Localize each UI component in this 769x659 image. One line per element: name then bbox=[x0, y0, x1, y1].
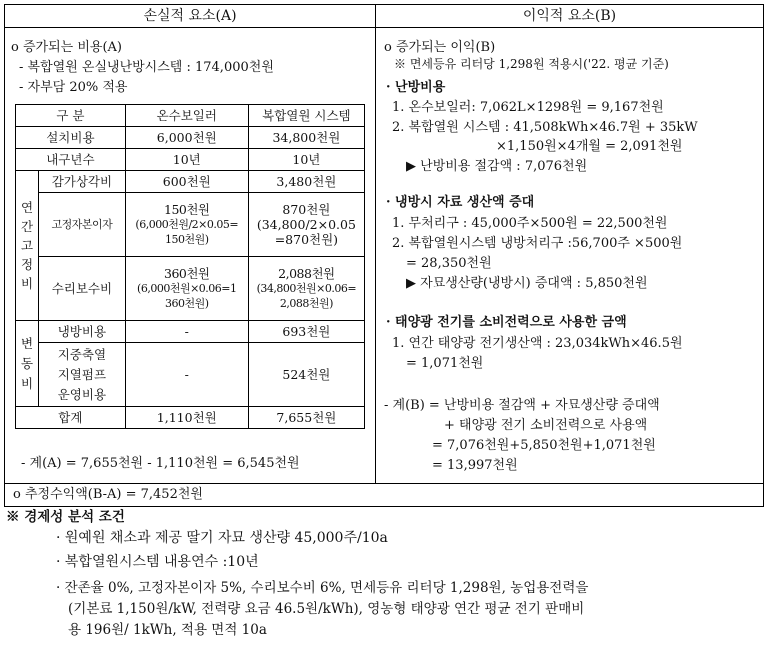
header-gain: 이익적 요소(B) bbox=[522, 8, 617, 24]
cell: 10년 bbox=[125, 149, 248, 171]
value: 2,088천원 bbox=[278, 266, 335, 281]
gain-sum: = 7,076천원+5,850천원+1,071천원 bbox=[432, 438, 656, 453]
cell: - bbox=[125, 343, 248, 407]
formula: (34,800/2×0.05 bbox=[256, 217, 356, 232]
header-loss: 손실적 요소(A) bbox=[5, 5, 376, 27]
heating-line: 2. 복합열원 시스템 : 41,508kWh×46.7원 + 35kW bbox=[392, 120, 698, 135]
cell: 693천원 bbox=[248, 321, 364, 343]
gain-sum: = 13,997천원 bbox=[432, 458, 518, 473]
gain-sum: - 계(B) = 난방비용 절감액 + 자묘생산량 증대액 bbox=[384, 398, 660, 413]
row-label-line: 운영비용 bbox=[57, 386, 107, 402]
row-label: 수리보수비 bbox=[39, 257, 126, 321]
cell: 6,000천원 bbox=[125, 127, 248, 149]
formula: 360천원) bbox=[164, 297, 209, 310]
formula: 150천원) bbox=[164, 233, 209, 246]
formula: (6,000천원×0.06=1 bbox=[137, 282, 237, 295]
notes-title: ※ 경제성 분석 조건 bbox=[6, 509, 125, 525]
loss-sum: - 계(A) = 7,655천원 - 1,110천원 = 6,545천원 bbox=[21, 456, 300, 471]
analysis-table bbox=[4, 4, 764, 507]
cell: 1,110천원 bbox=[125, 407, 248, 429]
cooling-title: · 냉방시 자료 생산액 증대 bbox=[386, 195, 535, 210]
row-label bbox=[39, 343, 126, 407]
increase-title: o 증가되는 비용(A) bbox=[11, 40, 122, 55]
formula: (6,000천원/2×0.05= bbox=[135, 218, 239, 231]
cooling-line: 2. 복합열원시스템 냉방처리구 :56,700주 ×500원 bbox=[392, 236, 683, 251]
cell bbox=[248, 193, 364, 257]
gain-section bbox=[376, 28, 763, 483]
table-header bbox=[5, 5, 763, 28]
row-label: 설치비용 bbox=[16, 127, 126, 149]
gain-title: o 증가되는 이익(B) bbox=[384, 40, 496, 55]
heating-title: · 난방비용 bbox=[386, 80, 446, 95]
variable-cost-text: 변동비 bbox=[20, 335, 34, 391]
fixed-cost-text: 연간고정비 bbox=[20, 200, 34, 291]
loss-section bbox=[5, 28, 376, 483]
note-item: (기본료 1,150원/kW, 전력량 요금 46.5원/kWh), 영농형 태양광 연간 평균 전기 판매비 bbox=[68, 601, 585, 617]
cell bbox=[125, 193, 248, 257]
formula: (34,800천원×0.06= bbox=[256, 282, 357, 295]
cooling-line: = 28,350천원 bbox=[406, 256, 492, 271]
cooling-line: 1. 무처리구 : 45,000주×500원 = 22,500천원 bbox=[392, 216, 668, 231]
row-label: 합계 bbox=[16, 407, 126, 429]
estimated-profit: o 추정수익액(B-A) = 7,452천원 bbox=[13, 487, 203, 502]
row-label-line: 지열펌프 bbox=[57, 366, 107, 382]
solar-title: · 태양광 전기를 소비전력으로 사용한 금액 bbox=[386, 315, 627, 330]
heating-line: ×1,150원×4개월 = 2,091천원 bbox=[496, 139, 683, 154]
row-label-line: 지중축열 bbox=[57, 346, 107, 362]
cost-table bbox=[15, 104, 365, 429]
cell: 34,800천원 bbox=[248, 127, 364, 149]
value: 870천원 bbox=[282, 202, 331, 217]
formula: =870천원) bbox=[274, 232, 339, 247]
note-item: · 복합열원시스템 내용연수 :10년 bbox=[56, 554, 259, 570]
variable-cost-label bbox=[16, 321, 39, 407]
solar-line: = 1,071천원 bbox=[406, 356, 484, 371]
cell bbox=[125, 257, 248, 321]
value: 150천원 bbox=[164, 202, 210, 217]
solar-line: 1. 연간 태양광 전기생산액 : 23,034kWh×46.5원 bbox=[392, 336, 683, 351]
row-label: 고정자본이자 bbox=[39, 193, 126, 257]
cell: 10년 bbox=[248, 149, 364, 171]
value: 360천원 bbox=[164, 266, 210, 281]
heating-line: 1. 온수보일러: 7,062L×1298원 = 9,167천원 bbox=[392, 100, 664, 115]
gain-sum: + 태양광 전기 소비전력으로 사용액 bbox=[444, 418, 648, 433]
cell: 600천원 bbox=[125, 171, 248, 193]
note-item: · 잔존율 0%, 고정자본이자 5%, 수리보수비 6%, 면세등유 리터당 1,298원, 농업용전력을 bbox=[56, 580, 589, 596]
cell: 524천원 bbox=[248, 343, 364, 407]
col-head: 구 분 bbox=[16, 105, 126, 127]
fixed-cost-label bbox=[16, 171, 39, 321]
note-item: 용 196원/ 1kWh, 적용 면적 10a bbox=[68, 622, 267, 638]
cell: 7,655천원 bbox=[248, 407, 364, 429]
heating-saving: ▶ 난방비용 절감액 : 7,076천원 bbox=[406, 159, 588, 174]
row-label: 냉방비용 bbox=[39, 321, 126, 343]
cell: - bbox=[125, 321, 248, 343]
row-label: 내구년수 bbox=[16, 149, 126, 171]
gain-note: ※ 면세등유 리터당 1,298원 적용시('22. 평균 기준) bbox=[394, 57, 669, 71]
cell bbox=[248, 257, 364, 321]
col-head: 복합열원 시스템 bbox=[248, 105, 364, 127]
col-head: 온수보일러 bbox=[125, 105, 248, 127]
note-item: · 원예원 채소과 제공 딸기 자묘 생산량 45,000주/10a bbox=[56, 530, 388, 546]
cell: 3,480천원 bbox=[248, 171, 364, 193]
cooling-gain: ▶ 자묘생산량(냉방시) 증대액 : 5,850천원 bbox=[406, 276, 648, 291]
formula: 2,088천원) bbox=[279, 297, 333, 310]
increase-item: - 복합열원 온실냉난방시스템 : 174,000천원 bbox=[19, 60, 274, 75]
row-label: 감가상각비 bbox=[39, 171, 126, 193]
increase-item: - 자부담 20% 적용 bbox=[19, 80, 128, 95]
